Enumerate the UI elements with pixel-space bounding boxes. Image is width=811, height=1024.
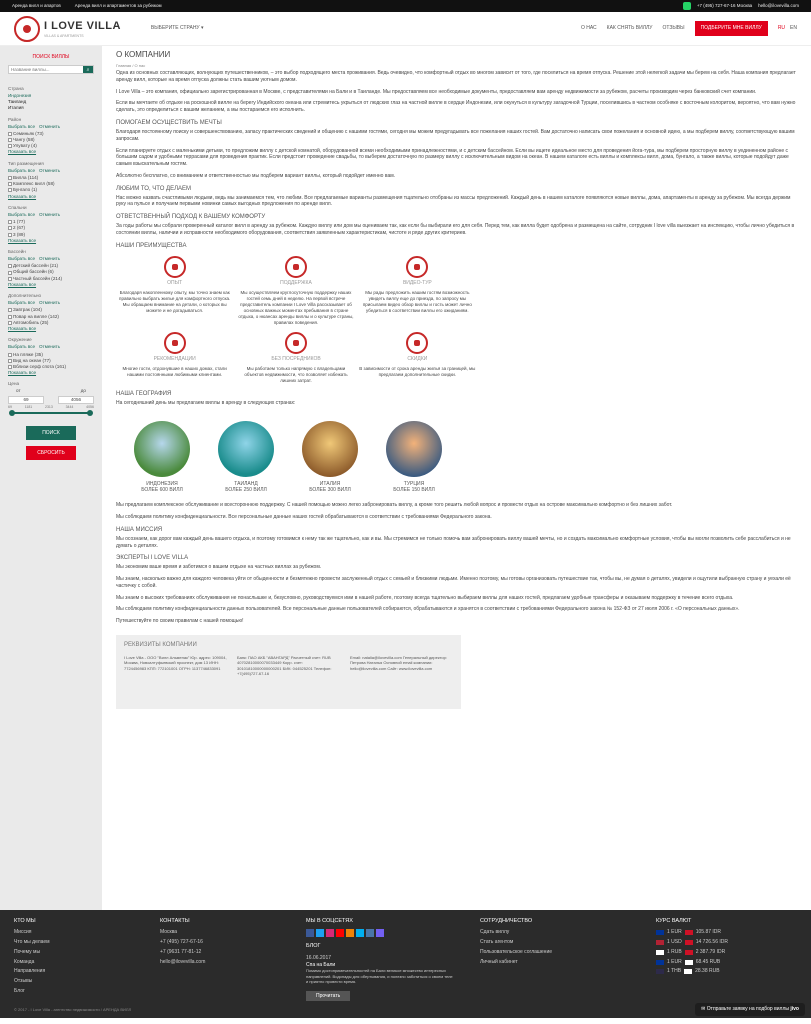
- nav-how[interactable]: КАК СНЯТЬ ВИЛЛУ: [606, 25, 653, 32]
- indonesia-photo: [134, 421, 190, 477]
- jivo-logo: jivo: [790, 1006, 799, 1013]
- search-icon[interactable]: ⌕: [83, 66, 93, 73]
- paragraph: Путешествуйте по своим правилам с нашей помощью!: [116, 618, 244, 625]
- filter-country: [8, 86, 94, 112]
- paragraph: Нас можно назвать счастливыми людьми, ведь мы занимаемся тем, что любим. Все предлагаемые варианты размещения тщательно отобраны из массы предложений. Каждый день в нашем каталоге появляются новые виллы, дома, апартаменты в аренду за рубежом. Мы всегда держим руку на пульсе и получаем первыми новинки самых выгодных предложения по аренде вилл.: [116, 194, 791, 208]
- checkbox[interactable]: [8, 144, 12, 148]
- checkbox[interactable]: [8, 138, 12, 142]
- checkbox[interactable]: [8, 233, 12, 237]
- filter-title: Бассейн: [8, 248, 26, 254]
- select-all-link[interactable]: Выбрать все: [8, 300, 36, 306]
- filter-option-label: 3 (89): [13, 231, 26, 237]
- chat-widget[interactable]: [695, 1003, 805, 1016]
- th-flag-icon: [656, 969, 664, 974]
- footer-heading: СОТРУДНИЧЕСТВО: [480, 918, 533, 924]
- footer-link[interactable]: Команда: [14, 958, 35, 965]
- paragraph: За годы работы мы собрали проверенный каталог вилл в аренду за рубежом. Каждую виллу или дом мы оцениваем так, как если бы выбирали его для себя. Перед тем, как вилла будет одобрена и размещена на сайте, сотрудник I love villa выезжает на инспекцию, чтобы лично убедиться в состоянии виллы, наличии и исправности необходимого оборудования, соответствия заявленным характеристикам, чистоте и ряде других критериев.: [116, 223, 795, 236]
- country-count: БОЛЕЕ 300 ВИЛЛ: [309, 487, 351, 494]
- topbar-link-1[interactable]: Аренда вилл и апартов: [12, 2, 61, 8]
- nav-reviews[interactable]: ОТЗЫВЫ: [662, 25, 685, 32]
- show-all-link[interactable]: Показать все: [8, 325, 37, 331]
- thailand-photo: [218, 421, 274, 477]
- footer-link[interactable]: Стать агентом: [480, 939, 514, 946]
- chat-icon: ✉: [701, 1006, 706, 1013]
- ru-flag-icon: [656, 950, 664, 955]
- rate-label: 1 THB: [667, 968, 682, 975]
- filter-group: [8, 161, 94, 200]
- filter-option-label: На пляже (35): [13, 351, 43, 357]
- price-tick: 4056: [86, 404, 94, 409]
- section-heading: НАШИ ПРЕИМУЩЕСТВА: [116, 242, 187, 249]
- country-link[interactable]: Таиланд: [8, 99, 27, 105]
- filter-option-label: Вилла (114): [13, 175, 39, 180]
- advantage-desc: Благодаря накопленному опыту, мы точно знаем как правильно выбрать жилье для комфортного отпуска. Мы обращаем внимание на детали, о которых вы можете и не догадываться.: [119, 289, 231, 313]
- company-details-title: РЕКВИЗИТЫ КОМПАНИИ: [124, 641, 197, 648]
- filter-title: Тип размещения: [8, 160, 44, 166]
- section-heading: ПОМОГАЕМ ОСУЩЕСТВИТЬ МЕЧТЫ: [116, 119, 222, 126]
- eu-flag-icon: [656, 960, 664, 965]
- filter-title: Спальни: [8, 204, 27, 210]
- price-tick: 3444: [65, 404, 74, 409]
- filter-option-label: Чангу (58): [13, 137, 35, 143]
- viber-icon[interactable]: [376, 929, 384, 937]
- footer-city: Москва: [160, 929, 178, 936]
- rate-value: 14 726.56 IDR: [695, 939, 728, 946]
- paragraph: Мы предлагаем комплексное обслуживание и всестороннюю поддержку. С нашей помощью можно легко забронировать виллу, а кроме того решить любой вопрос и провести отдых на острове максимально комфортно и без лишних забот.: [116, 502, 673, 509]
- filter-option-label: Автомобиль (25): [13, 319, 49, 325]
- advantage-desc: В зависимости от срока аренды жилья за границей, мы предлагаем дополнительные скидки.: [359, 365, 476, 377]
- topbar-email[interactable]: hello@ilovevilla.com: [758, 2, 799, 8]
- logo[interactable]: [14, 16, 121, 42]
- filter-group: [8, 205, 94, 244]
- footer-heading: МЫ В СОЦСЕТЯХ: [306, 918, 353, 924]
- price-tick: 69: [8, 404, 12, 409]
- topbar-phone[interactable]: +7 (495) 727-67-16 Москва: [696, 2, 753, 8]
- rate-value: 105.87 IDR: [695, 929, 722, 936]
- show-all-link[interactable]: Показать все: [8, 281, 37, 287]
- paragraph: Если вы мечтаете об отдыхе на роскошной вилле на берегу Индийского океана или стремитесь укрыться от людских глаз на частной вилле в сердце Индонезии, или окунуться в культуру загадочной Турции, поселившись в частном особняке с восточным колоритом, вероятно, что вам нужно сделать, это определиться с вашим желанием, а мы постараемся его исполнить.: [116, 100, 796, 114]
- footer-link[interactable]: Отзывы: [14, 978, 33, 985]
- page-title: О КОМПАНИИ: [116, 50, 171, 59]
- find-button[interactable]: ПОИСК: [26, 426, 76, 440]
- filter-option-label: Общий бассейн (6): [13, 269, 54, 275]
- chat-label: Отправьте заявку на подбор виллы: [706, 1006, 789, 1013]
- paragraph: Одна из основных составляющих, волнующих путешественников, – это выбор подходящего места проживания. Ведь очевидно, что комфортный отдых во многом зависит от того, где поселиться на время отпуска. Решение этой нелегкой задачи мы берем на себя. Наша компания предлагает аренду вилл, которые на время отпуска должны стать вашим уютным домом.: [116, 70, 796, 83]
- footer-link[interactable]: Направления: [14, 968, 46, 975]
- header: [0, 12, 811, 46]
- footer-link[interactable]: Сдать виллу: [480, 929, 510, 936]
- country-card[interactable]: [134, 421, 190, 495]
- clear-link[interactable]: Отменить: [39, 300, 61, 306]
- paragraph: Мы знаем о высоких требованиях обслуживания не понаслышке и, безусловно, руководствуемся ими в нашей работе, поэтому всегда тщательно выбираем виллы для наших гостей, предлагаем удобные трансферы и оказываем поддержку в течение всего отдыха.: [116, 594, 734, 601]
- geography: [134, 421, 797, 495]
- details-col: Email: natalia@ilovevilla.com Генеральный директор: Петрова Наталья Основной email компании: hello@ilovevilla.com Сайт: www.ilovevilla.com: [350, 655, 447, 671]
- filter-group: [8, 293, 94, 332]
- details-col: Банк: ПАО АКБ "АВАНГАРД" Расчетный счет: RUB 40702810000070033449 Корр. счет: 30101810000000000201 БИК: 044525201 Телефон: +7(495)727-67-16: [237, 655, 332, 677]
- top-bar: [0, 0, 811, 12]
- advantage-title: БЕЗ ПОСРЕДНИКОВ: [271, 355, 321, 362]
- price-slider[interactable]: [12, 412, 90, 414]
- country-card[interactable]: [218, 421, 274, 495]
- clear-link[interactable]: Отменить: [39, 167, 61, 173]
- footer-link[interactable]: Пользовательское соглашение: [480, 948, 553, 955]
- paragraph: Благодаря постоянному поиску и совершенствованию, запасу практических сведений и общению с нашими гостями, сегодня мы можем предугадывать все пожелания наших гостей. Вам достаточно написать свои пожелания и основной идею, а мы подберем виллу, соответствующую вашим запросам.: [116, 129, 795, 142]
- no-agents-icon: [285, 332, 307, 354]
- show-all-link[interactable]: Показать все: [8, 193, 37, 199]
- checkbox[interactable]: [8, 365, 12, 369]
- experience-icon: [164, 256, 186, 278]
- country-name: ТУРЦИЯ: [403, 480, 425, 487]
- footer-heading: КОНТАКТЫ: [160, 918, 190, 924]
- country-name: ТАИЛАНД: [234, 480, 258, 487]
- footer-link[interactable]: Личный кабинет: [480, 958, 518, 965]
- filter-option-label: 2 (67): [13, 225, 26, 231]
- footer-heading: КУРС ВАЛЮТ: [656, 918, 692, 924]
- id-flag-icon: [685, 940, 693, 945]
- advantage-item: [237, 256, 354, 326]
- twitter-icon[interactable]: [316, 929, 324, 937]
- pick-villa-button[interactable]: ПОДБЕРИТЕ МНЕ ВИЛЛУ: [695, 21, 768, 36]
- show-all-link[interactable]: Показать все: [8, 237, 37, 243]
- footer: [0, 910, 811, 1018]
- checkbox[interactable]: [8, 353, 12, 357]
- discount-icon: [406, 332, 428, 354]
- filter-option-label: Вид на океан (77): [13, 357, 51, 363]
- logo-sub: VILLAS & APARTMENTS: [44, 33, 84, 38]
- copyright: © 2017 - I Love Villa - агентство недвижимости / АРЕНДА ВИЛЛ: [14, 1006, 132, 1012]
- clear-link[interactable]: Отменить: [39, 123, 61, 129]
- advantage-item: [237, 332, 354, 384]
- paragraph: Мы соблюдаем политику конфиденциальности. Все персональные данные наших гостей обрабатываются в соответствии с требованиями Федерального закона.: [116, 513, 492, 520]
- main-content: [102, 46, 811, 910]
- footer-phone[interactable]: +7 (9631 77-81-12: [160, 948, 202, 955]
- paragraph: I Love Villa – это компания, официально зарегистрированная в Москве, с представителями на Бали и в Таиланде. Мы предоставляем все необходимые документы, предоставляем вам аренду недвижимости за рубежом, расчеты производим через банковский счет компании.: [116, 88, 757, 95]
- breadcrumb[interactable]: Главная / О нас: [116, 62, 146, 68]
- advantage-desc: Мы рады предложить нашим гостям возможность увидеть виллу еще до приезда, по запросу мы присылаем видео обзор виллы и гость может лично убедиться в соответствии виллы его ожиданиям.: [362, 289, 472, 313]
- section-heading: ОТВЕТСТВЕННЫЙ ПОДХОД К ВАШЕМУ КОМФОРТУ: [116, 214, 266, 221]
- footer-link[interactable]: Миссия: [14, 929, 32, 936]
- checkbox[interactable]: [8, 315, 12, 319]
- country-name: ИТАЛИЯ: [319, 480, 341, 487]
- paragraph: Мы осознаем, как дорог вам каждый день вашего отдыха, и поэтому готовимся к нему так же тщательно, как и вы. Мы стремимся не только помочь вам забронировать виллу вашей мечты, но и создать максимально комфортные условия, чтобы вы могли позволить себе расслабиться и не думать о деталях.: [116, 535, 791, 549]
- filter-option-label: Завтрак (104): [13, 307, 42, 313]
- advantage-item: [359, 256, 476, 326]
- advantage-desc: Многие гости, отдохнувшие в наших домах, стали нашими постоянными любимыми клиентами.: [122, 365, 227, 377]
- advantage-title: ВИДЕО-ТУР: [402, 279, 432, 286]
- ok-icon[interactable]: [346, 929, 354, 937]
- filter-option-label: Бунгало (1): [13, 187, 38, 193]
- blog-date: 16.06.2017: [306, 954, 332, 961]
- footer-link[interactable]: Блог: [14, 987, 25, 994]
- show-all-link[interactable]: Показать все: [8, 370, 37, 376]
- advantage-title: РЕКОМЕНДАЦИИ: [153, 355, 196, 362]
- price-from-label: от: [16, 388, 21, 394]
- country-select-label: ВЫБЕРИТЕ СТРАНУ: [150, 25, 200, 32]
- id-flag-icon: [685, 930, 693, 935]
- eu-flag-icon: [656, 930, 664, 935]
- price-to-label: до: [80, 388, 86, 394]
- filter-title: Окружение: [8, 337, 32, 343]
- sidebar-title: ПОИСК ВИЛЛЫ: [32, 54, 70, 60]
- section-heading: ЛЮБИМ ТО, ЧТО ДЕЛАЕМ: [116, 185, 192, 192]
- country-name: ИНДОНЕЗИЯ: [146, 480, 178, 487]
- rate-label: 1 EUR: [667, 958, 682, 965]
- rate-label: 1 EUR: [667, 929, 682, 936]
- price-tick: 2313: [45, 404, 53, 409]
- filter-title: Цена: [8, 381, 20, 387]
- logo-text: I LOVE VILLA: [44, 19, 121, 32]
- checkbox[interactable]: [8, 308, 12, 312]
- section-heading: ЭКСПЕРТЫ I LOVE VILLA: [116, 555, 189, 562]
- ru-flag-icon: [684, 969, 692, 974]
- clear-link[interactable]: Отменить: [39, 256, 61, 262]
- section-heading: НАША МИССИЯ: [116, 526, 163, 533]
- advantage-item: [359, 332, 476, 384]
- skype-icon[interactable]: [356, 929, 364, 937]
- reset-button[interactable]: СБРОСИТЬ: [26, 446, 76, 460]
- clear-link[interactable]: Отменить: [39, 211, 61, 217]
- lang-en[interactable]: EN: [790, 25, 797, 32]
- footer-link[interactable]: Почему мы: [14, 948, 41, 955]
- rate-label: 1 RUB: [667, 948, 682, 955]
- select-all-link[interactable]: Выбрать все: [8, 256, 36, 262]
- blog-text: Помимо достопримечательностей на Бали великое множество интересных направлений. Водопады для обертывания, и полезно заботиться о своем теле и приятно провести время.: [306, 968, 453, 985]
- select-all-link[interactable]: Выбрать все: [8, 167, 36, 173]
- sidebar: [0, 46, 102, 910]
- paragraph: Мы соблюдаем политику конфиденциальности данных пользователей. Все персональные данные пользователей собираются, обрабатываются и хранятся в соответствии с требованиями Федерального закона № 152-ФЗ от 27 июля 2006 г. «О персональных данных».: [116, 606, 740, 613]
- checkbox[interactable]: [8, 271, 12, 275]
- turkey-photo: [386, 421, 442, 477]
- logo-icon: [14, 16, 40, 42]
- advantage-desc: Мы работаем только напрямую с владельцами объектов недвижимости, что позволяет избежать лишних затрат.: [244, 365, 348, 383]
- villa-search-input[interactable]: [9, 66, 83, 73]
- youtube-icon[interactable]: [336, 929, 344, 937]
- rate-value: 28.38 RUB: [695, 968, 720, 975]
- paragraph: Мы знаем, насколько важно для каждого человека уйти от обыденности и безмятежно провести заслуженный отдых с семьей и близкими людьми. Именно поэтому, мы готовы организовать путешествие так, чтобы вы, не думая о деталях, увидели и ощутили выбранную страну и уехали её частичку с собой.: [116, 576, 791, 589]
- footer-heading: КТО МЫ: [14, 918, 36, 924]
- checkbox[interactable]: [8, 359, 12, 363]
- country-card[interactable]: [386, 421, 442, 495]
- rate-value: 68.45 RUB: [695, 958, 721, 965]
- filter-option-label: 1 (77): [13, 219, 26, 225]
- paragraph: Мы экономим ваше время и заботимся о вашем отдыхе на частных виллах за рубежом.: [116, 564, 322, 571]
- rate-label: 1 USD: [667, 939, 682, 946]
- advantage-item: [116, 256, 233, 326]
- advantage-desc: Мы осуществляем круглосуточную поддержку наших гостей семь дней в неделю. На первой встрече представитель компании I Love Villa рассказывает об основных важных моментах пребывания в стране отдыха, о нюансах аренды виллы и о культуре страны, правилах поведения.: [238, 289, 354, 325]
- nav-about[interactable]: О НАС: [580, 25, 597, 32]
- paragraph: Если планируете отдых с маленькими детьми, то предложим виллу с детской комнатой, оборудованной всеми необходимыми принадлежностями, и с детским бассейном. Если вы ищете идеальное место для проведения йога-тура, мы подберем просторную виллу в уединенном районе с большим садом и удобными террасами для проведения практик. Если предстоит проведение свадьбы, то выберем достаточную по размеру виллу с исключительным видом на океан. В нашем каталоге есть виллы и комплексы вилл, дома, бунгало, а также виллы, которые подойдут даже самым взыскательным гостям.: [116, 147, 789, 168]
- rate-value: 2 387.79 IDR: [695, 948, 726, 955]
- read-more-button[interactable]: Прочитать: [306, 991, 350, 1002]
- ru-flag-icon: [685, 960, 693, 965]
- footer-link[interactable]: Что мы делаем: [14, 939, 50, 946]
- filter-option-label: Семиньяк (73): [13, 130, 44, 136]
- italy-photo: [302, 421, 358, 477]
- details-col: I Love Villa - ООО "Вилл Альменак" Юр. адрес: 109004, Москва, Новоалтуфьевский проспект, дом 13 ИНН: 7724456983 КПП: 772101001 ОГРН: 1137746833091: [124, 655, 227, 671]
- vk-icon[interactable]: [366, 929, 374, 937]
- checkbox[interactable]: [8, 188, 12, 192]
- villa-search: [8, 65, 94, 74]
- select-all-link[interactable]: Выбрать все: [8, 123, 36, 129]
- footer-phone[interactable]: +7 (495) 727-67-16: [160, 939, 203, 946]
- clear-link[interactable]: Отменить: [39, 344, 61, 350]
- country-card[interactable]: [302, 421, 358, 495]
- filter-option-label: Вблизи серф спота (161): [13, 363, 66, 369]
- advantage-title: ПОДДЕРЖКА: [280, 279, 312, 286]
- filter-option-label: Частный бассейн (214): [13, 275, 63, 281]
- topbar-link-2[interactable]: Аренда вилл и апартаментов за рубежом: [74, 2, 162, 8]
- select-all-link[interactable]: Выбрать все: [8, 344, 36, 350]
- support-icon: [285, 256, 307, 278]
- price-tick: 1181: [24, 404, 33, 409]
- filter-option-label: Комплекс вилл (58): [13, 181, 55, 187]
- country-count: БОЛЕЕ 600 ВИЛЛ: [141, 487, 183, 494]
- company-details: [116, 635, 461, 709]
- country-select[interactable]: [151, 25, 204, 32]
- price-min-input[interactable]: 69: [8, 396, 44, 404]
- whatsapp-icon[interactable]: [683, 2, 691, 10]
- paragraph: Абсолютно бесплатно, со вниманием и ответственностью мы подберем вариант виллы, который подойдет именно вам.: [116, 172, 396, 179]
- facebook-icon[interactable]: [306, 929, 314, 937]
- price-max-input[interactable]: 4056: [58, 396, 94, 404]
- video-icon: [406, 256, 428, 278]
- lang-ru[interactable]: RU: [777, 25, 786, 32]
- advantages-grid: [116, 256, 476, 384]
- filter-option-label: Повар на вилле (142): [13, 313, 59, 319]
- advantage-title: ОПЫТ: [167, 279, 183, 286]
- filter-group: [8, 337, 94, 376]
- advantage-item: [116, 332, 233, 384]
- checkbox[interactable]: [8, 220, 12, 224]
- filter-group: [8, 117, 94, 156]
- paragraph: На сегодняшний день мы предлагаем виллы в аренду в следующих странах:: [116, 399, 296, 406]
- section-heading: НАША ГЕОГРАФИЯ: [116, 390, 172, 397]
- checkbox[interactable]: [8, 226, 12, 230]
- filter-group: [8, 249, 94, 288]
- filter-price: [8, 381, 94, 413]
- country-link[interactable]: Индонезия: [8, 92, 32, 98]
- recommend-icon: [164, 332, 186, 354]
- country-count: БОЛЕЕ 150 ВИЛЛ: [393, 487, 435, 494]
- show-all-link[interactable]: Показать все: [8, 149, 37, 155]
- filter-title: Страна: [8, 85, 24, 91]
- filter-option-label: Улувату (4): [13, 143, 37, 149]
- checkbox[interactable]: [8, 182, 12, 186]
- footer-email[interactable]: hello@ilovevilla.com: [160, 958, 206, 965]
- filter-title: Район: [8, 116, 22, 122]
- blog-title[interactable]: Спа на Бали: [306, 961, 336, 968]
- checkbox[interactable]: [8, 176, 12, 180]
- country-count: БОЛЕЕ 250 ВИЛЛ: [225, 487, 267, 494]
- checkbox[interactable]: [8, 264, 12, 268]
- us-flag-icon: [656, 940, 664, 945]
- country-link[interactable]: Италия: [8, 105, 24, 111]
- checkbox[interactable]: [8, 321, 12, 325]
- filter-option-label: Детский бассейн (21): [13, 263, 59, 269]
- checkbox[interactable]: [8, 132, 12, 136]
- id-flag-icon: [685, 950, 693, 955]
- instagram-icon[interactable]: [326, 929, 334, 937]
- checkbox[interactable]: [8, 277, 12, 281]
- footer-heading: БЛОГ: [306, 943, 321, 950]
- chevron-down-icon: ▾: [201, 25, 204, 32]
- select-all-link[interactable]: Выбрать все: [8, 211, 36, 217]
- advantage-title: СКИДКИ: [407, 355, 428, 362]
- filter-title: Дополнительно: [8, 293, 42, 298]
